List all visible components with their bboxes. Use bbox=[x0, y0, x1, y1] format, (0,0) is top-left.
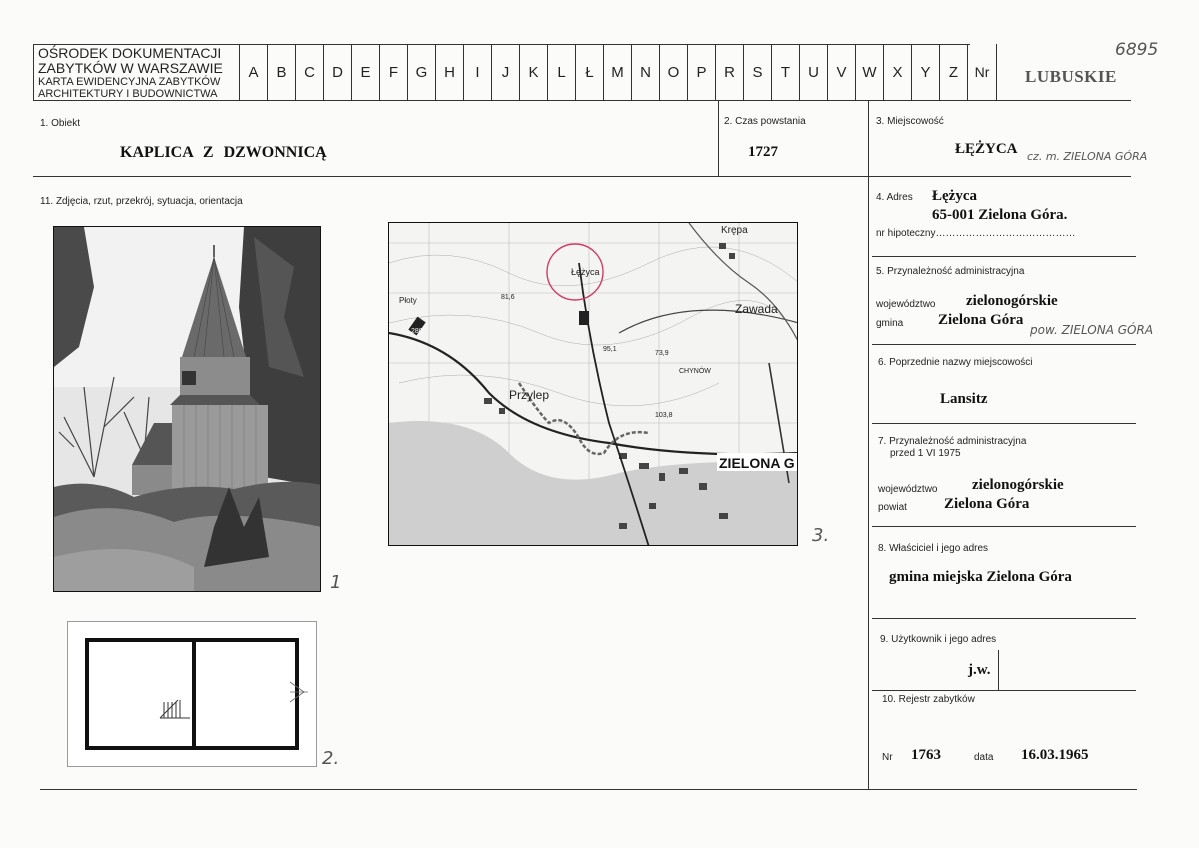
index-letter-cell: Ł bbox=[575, 44, 603, 100]
field-value-obiekt: KAPLICA Z DZWONNICĄ bbox=[120, 144, 327, 161]
handwritten-powiat-note: pow. ZIELONA GÓRA bbox=[1030, 323, 1154, 337]
field-value-rejestr-data: 16.03.1965 bbox=[1021, 747, 1089, 763]
map-label-przylep: Przylep bbox=[509, 388, 550, 402]
field-value-miejscowosc: ŁĘŻYCA bbox=[955, 141, 1018, 157]
index-letter-cell: Y bbox=[911, 44, 939, 100]
field-value-powiat-przed: Zielona Góra bbox=[944, 496, 1030, 512]
field-value-adres-line2: 65-001 Zielona Góra. bbox=[932, 207, 1068, 223]
index-letter-cell: W bbox=[855, 44, 883, 100]
map-label-chynow: CHYNÓW bbox=[679, 368, 711, 375]
field-label-obiekt: 1. Obiekt bbox=[40, 118, 81, 129]
index-letter-cell: U bbox=[799, 44, 827, 100]
card-title-1: KARTA EWIDENCYJNA ZABYTKÓW bbox=[38, 76, 221, 88]
field-label-rejestr-nr: Nr bbox=[882, 752, 893, 763]
index-letter-cell: D bbox=[323, 44, 351, 100]
index-letter-cell: K bbox=[519, 44, 547, 100]
field-value-uzytkownik: j.w. bbox=[968, 662, 991, 678]
field-value-czas: 1727 bbox=[748, 144, 778, 160]
index-letter-cell: E bbox=[351, 44, 379, 100]
field-label-przynaleznosc-przed: 7. Przynależność administracyjna bbox=[878, 436, 1027, 447]
handwritten-card-number: 6895 bbox=[1115, 40, 1159, 60]
field-value-poprzednie: Lansitz bbox=[940, 391, 988, 407]
index-letter-cell: N bbox=[631, 44, 659, 100]
index-letter-cell: C bbox=[295, 44, 323, 100]
index-letter-cell: X bbox=[883, 44, 911, 100]
institution-block bbox=[38, 46, 238, 100]
field-label-hipoteczny bbox=[876, 228, 1075, 239]
index-letter-cell: B bbox=[267, 44, 295, 100]
map-label-height-1: 81,6 bbox=[501, 294, 515, 301]
field-label-rejestr: 10. Rejestr zabytków bbox=[882, 694, 975, 705]
map-label-ploty: Płoty bbox=[399, 296, 417, 305]
field-label-wlasciciel: 8. Właściciel i jego adres bbox=[878, 543, 989, 554]
index-letter-cell: O bbox=[659, 44, 687, 100]
plan-number: 2. bbox=[322, 748, 340, 769]
hipoteczny-dots: …………………………………… bbox=[935, 228, 1076, 239]
index-letter-cell: T bbox=[771, 44, 799, 100]
map-label-zawada: Zawada bbox=[735, 302, 778, 316]
index-letter-cell: I bbox=[463, 44, 491, 100]
location-map bbox=[388, 222, 798, 546]
index-letter-cell: S bbox=[743, 44, 771, 100]
index-letter-cell: L bbox=[547, 44, 575, 100]
index-letter-cell: Z bbox=[939, 44, 967, 100]
field-label-zdjecia: 11. Zdjęcia, rzut, przekrój, sytuacja, orientacja bbox=[40, 196, 243, 207]
field-label-gmina: gmina bbox=[876, 318, 904, 329]
field-label-wojewodztwo-przed: województwo bbox=[878, 484, 938, 495]
index-letter-cell: A bbox=[239, 44, 267, 100]
field-label-rejestr-data: data bbox=[974, 752, 994, 763]
index-letter-cell: P bbox=[687, 44, 715, 100]
church-photo bbox=[53, 226, 321, 592]
field-value-rejestr-nr: 1763 bbox=[911, 747, 941, 763]
field-label-wojewodztwo: województwo bbox=[876, 299, 936, 310]
map-label-height-3: 73,9 bbox=[655, 350, 669, 357]
map-label-krepa: Krępa bbox=[721, 225, 748, 236]
index-nr-cell: Nr bbox=[967, 44, 997, 100]
map-label-road: 280 bbox=[411, 328, 423, 335]
map-label-lezyca: Łężyca bbox=[571, 267, 600, 277]
map-label-height-4: 103,8 bbox=[655, 412, 673, 419]
hipoteczny-label: nr hipoteczny bbox=[876, 228, 936, 239]
map-number: 3. bbox=[812, 525, 830, 546]
field-value-wojewodztwo: zielonogórskie bbox=[966, 293, 1058, 309]
institution-name-1: OŚRODEK DOKUMENTACJI bbox=[38, 45, 222, 61]
field-value-adres-line1: Łężyca bbox=[932, 188, 977, 204]
photo-number: 1 bbox=[330, 572, 342, 593]
field-label-miejscowosc: 3. Miejscowość bbox=[876, 116, 944, 127]
field-value-wlasciciel: gmina miejska Zielona Góra bbox=[889, 569, 1072, 585]
index-letter-row bbox=[239, 44, 997, 100]
index-letter-cell: M bbox=[603, 44, 631, 100]
field-value-wojewodztwo-przed: zielonogórskie bbox=[972, 477, 1064, 493]
index-letter-cell: V bbox=[827, 44, 855, 100]
institution-name-2: ZABYTKÓW W WARSZAWIE bbox=[38, 60, 223, 76]
card-title-2: ARCHITEKTURY I BUDOWNICTWA bbox=[38, 88, 218, 100]
field-label-poprzednie: 6. Poprzednie nazwy miejscowości bbox=[878, 357, 1033, 368]
index-letter-cell: J bbox=[491, 44, 519, 100]
field-label-przynaleznosc: 5. Przynależność administracyjna bbox=[876, 266, 1025, 277]
map-label-height-2: 95,1 bbox=[603, 346, 617, 353]
region-label: LUBUSKIE bbox=[1025, 67, 1117, 86]
field-label-uzytkownik: 9. Użytkownik i jego adres bbox=[880, 634, 997, 645]
index-letter-cell: H bbox=[435, 44, 463, 100]
field-value-gmina: Zielona Góra bbox=[938, 312, 1024, 328]
field-label-powiat-przed: powiat bbox=[878, 502, 907, 513]
field-label-czas: 2. Czas powstania bbox=[724, 116, 806, 127]
field-label-adres: 4. Adres bbox=[876, 192, 913, 203]
index-letter-cell: R bbox=[715, 44, 743, 100]
index-letter-cell: F bbox=[379, 44, 407, 100]
field-label-przed-data: przed 1 VI 1975 bbox=[890, 448, 961, 459]
index-letter-cell: G bbox=[407, 44, 435, 100]
map-label-zielona: ZIELONA G bbox=[719, 455, 795, 471]
floor-plan bbox=[67, 621, 317, 767]
handwritten-miejscowosc-note: cz. m. ZIELONA GÓRA bbox=[1027, 150, 1148, 163]
